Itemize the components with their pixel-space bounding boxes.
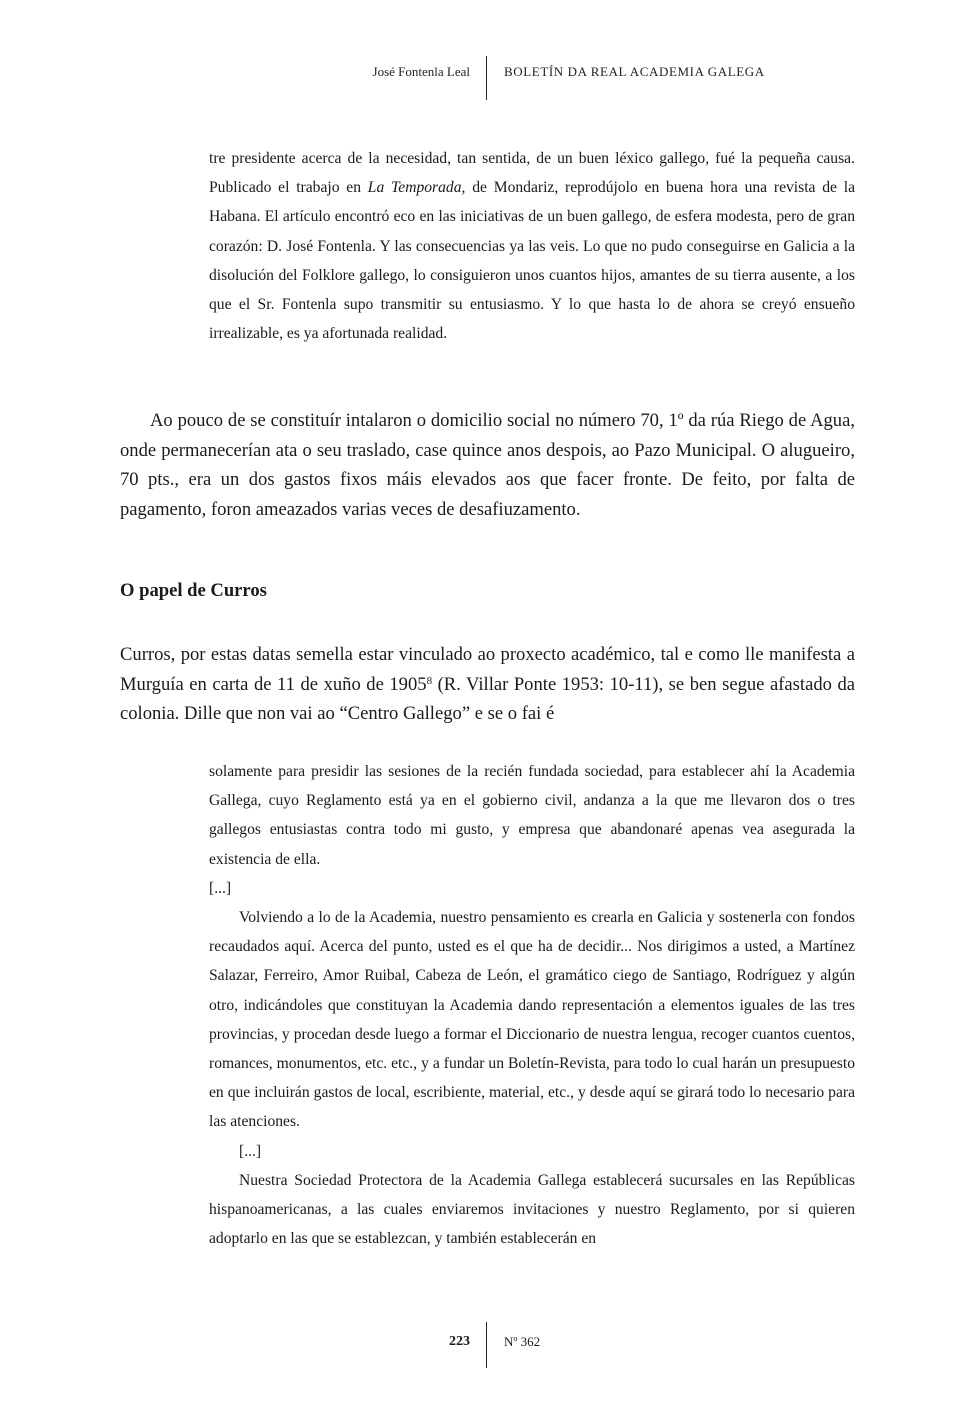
quote-2-para-3: Nuestra Sociedad Protectora de la Academia Gallega establecerá sucursales en las Repúblicas hispanoamericanas, a las cuales enviaremos invitaciones y nuestro Reglamento, por si quieren adoptarlo en las que se establezcan, y también establecerán en <box>209 1171 855 1248</box>
quote-2-para-1: solamente para presidir las sesiones de la recién fundada sociedad, para establecer ahí la Academia Gallega, cuyo Reglamento está ya en el gobierno civil, andanza a la que me llevaron dos o tres gallegos entusiastas contra todo mi gusto, y empresa que abandonaré apenas vea asegurada la existencia de ella. <box>209 763 855 868</box>
page-number: 223 <box>449 1334 470 1349</box>
quote-1-text: tre presidente acerca de la necesidad, tan sentida, de un buen léxico gallego, fué la pequeña causa. Publicado el trabajo en La Temporada, de Mondariz, reprodújolo en buena hora una revista de la Habana. El artículo encontró eco en las iniciativas de un buen gallego, de esfera modesta, pero de gran corazón: D. José Fontenla. Y las consecuencias ya las veis. Lo que no pudo conseguirse en Galicia a la disolución del Folklore gallego, lo consiguieron unos cuantos hijos, amantes de su tierra ausente, a los que el Sr. Fontenla supo transmitir su entusiasmo. Y lo que hasta lo de ahora se creyó ensueño irrealizable, es ya afortunada realidad. <box>209 150 855 343</box>
quote-2-ellipsis-2: [...] <box>239 1142 262 1160</box>
block-quote-1 <box>209 144 855 348</box>
paragraph-1: Ao pouco de se constituír intalaron o domicilio social no número 70, 1º da rúa Riego de Agua, onde permanecerían ata o seu traslado, case quince anos despois, ao Pazo Municipal. O alugueiro, 70 pts., era un dos gastos fixos máis elevados aos que facer fronte. De feito, por falta de pagamento, foron ameazados varias veces de desafiuzamento. <box>120 410 855 520</box>
running-header <box>0 56 975 100</box>
quote-2-para-2: Volviendo a lo de la Academia, nuestro pensamiento es crearla en Galicia y sostenerla con fondos recaudados aquí. Acerca del punto, usted es el que ha de decidir... Nos dirigimos a usted, a Martínez Salazar, Ferreiro, Amor Ruibal, Cabeza de León, el gramático ciego de Santiago, Rodríguez y algún otro, indicándoles que constituyan la Academia dando representación a elementos iguales de las tres provincias, y procedan desde luego a formar el Diccionario de nuestra lengua, recoger cuantos cuentos, romances, monumentos, etc. etc., y a fundar un Boletín-Revista, para todo lo cual harán un presupuesto en que incluirán gastos de local, escribiente, material, etc., y desde aquí se girará todo lo necesario para las atenciones. <box>209 909 855 1131</box>
section-heading: O papel de Curros <box>120 580 267 601</box>
paragraph-domicile <box>120 406 855 524</box>
paragraph-curros <box>120 640 855 729</box>
header-divider <box>486 56 487 100</box>
running-footer <box>0 1322 975 1368</box>
block-quote-2 <box>209 757 855 1253</box>
issue-number: Nº 362 <box>504 1334 541 1349</box>
paragraph-2: Curros, por estas datas semella estar vinculado ao proxecto académico, tal e como lle manifesta a Murguía en carta de 11 de xuño de 1905$^8$ (R. Villar Ponte 1953: 10-11), se ben segue afastado da colonia. Dille que non vai ao “Centro Gallego” e se o fai é <box>120 644 855 724</box>
header-author: José Fontenla Leal <box>372 64 470 79</box>
quote-2-ellipsis-1: [...] <box>209 879 232 897</box>
footnote-ref-8[interactable]: 8 <box>426 674 433 687</box>
footer-divider <box>486 1322 487 1368</box>
header-journal-title: BOLETÍN DA REAL ACADEMIA GALEGA <box>504 64 765 79</box>
periodical-title: La Temporada <box>367 179 462 197</box>
